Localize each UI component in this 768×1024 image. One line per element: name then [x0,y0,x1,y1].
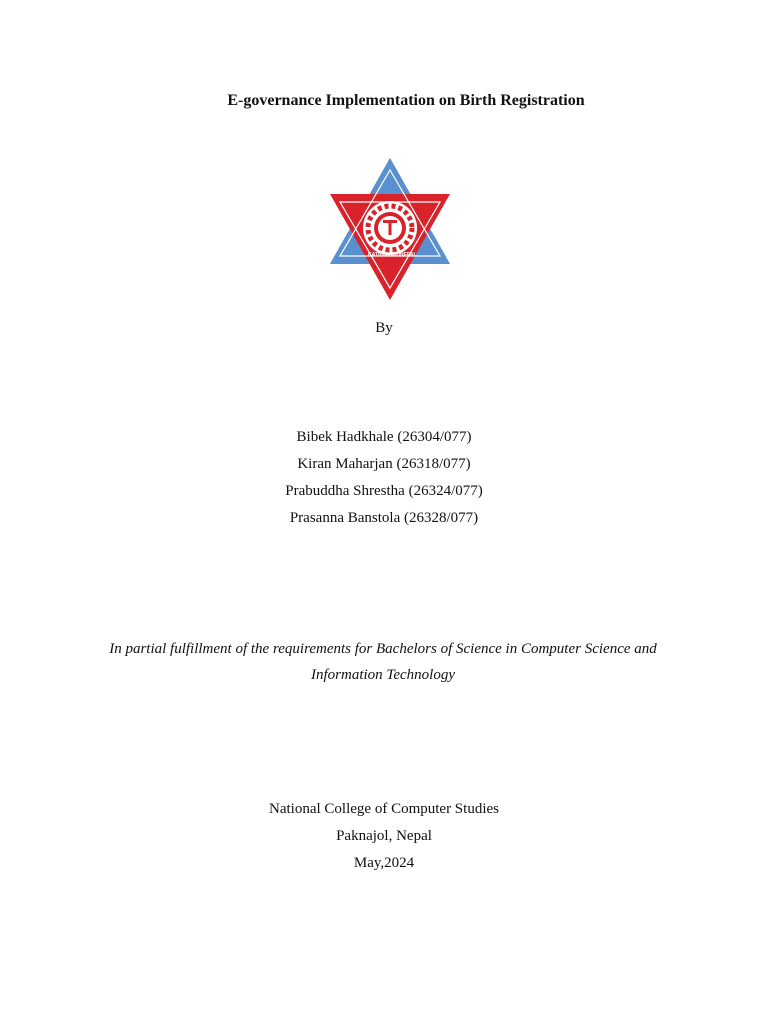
by-label: By [375,320,393,336]
author-item: Prasanna Banstola (26328/077) [289,510,479,526]
author-item: Kiran Maharjan (26318/077) [297,456,471,472]
authors-list [0,424,768,532]
logo-star-svg [328,156,452,300]
institution-block [0,796,768,877]
fulfillment-line-1: In partial fulfillment of the requirements for Bachelors of Science in Computer Science and [109,641,657,657]
author-item: Prabuddha Shrestha (26324/077) [285,483,483,499]
fulfillment-line-2: Information Technology [310,667,456,683]
logo-t-stem [389,220,392,235]
document-title: E-governance Implementation on Birth Registration [227,92,585,109]
college-name: National College of Computer Studies [269,801,499,817]
logo-text-kathmandu: KATHMANDU [368,252,401,258]
college-location: Paknajol, Nepal [336,828,432,844]
author-item: Bibek Hadkhale (26304/077) [296,429,472,445]
logo-text-nepal: NEPAL [400,252,417,258]
fulfillment-statement [0,636,766,688]
logo-top-tip [372,158,408,190]
submission-date: May,2024 [353,855,415,871]
tribhuvan-university-logo-icon [328,156,452,300]
